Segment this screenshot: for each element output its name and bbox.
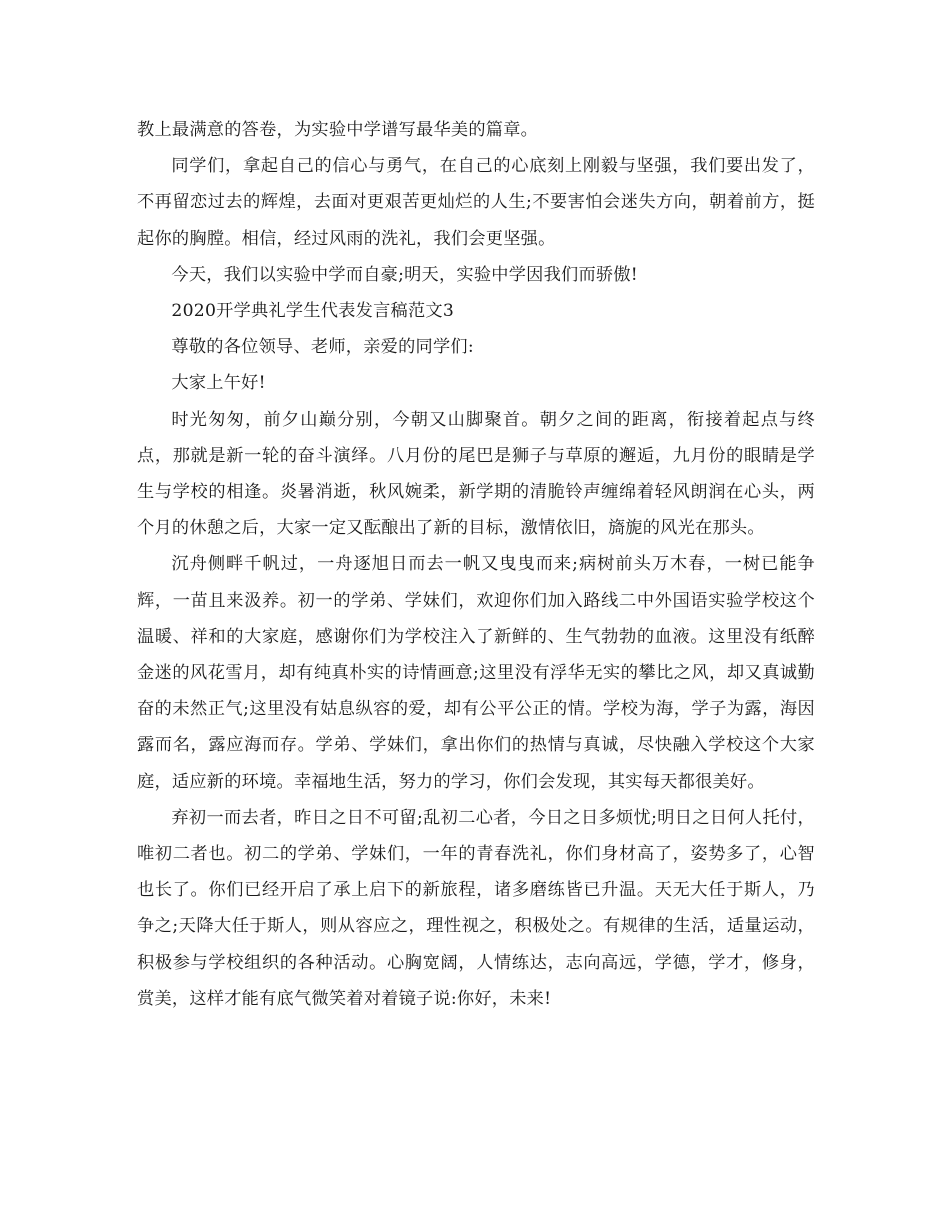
paragraph-9: 弃初一而去者，昨日之日不可留;乱初二心者，今日之日多烦忧;明日之日何人托付，唯初二者也。初二的学弟、学妹们，一年的青春洗礼，你们身材高了，姿势多了，心智也长了。你们已经开启了承上启下的新旅程，诸多磨练皆已升温。天无大任于斯人，乃争之;天降大任于斯人，则从容应之，理性视之，积极处之。有规律的生活，适量运动，积极参与学校组织的各种活动。心胸宽阔，人情练达，志向高远，学德，学才，修身，赏美，这样才能有底气微笑着对着镜子说:你好，未来! [137,807,815,1009]
section-title: 2020开学典礼学生代表发言稿范文3 [171,301,455,322]
paragraph-2: 同学们，拿起自己的信心与勇气，在自己的心底刻上刚毅与坚强，我们要出发了，不再留恋过去的辉煌，去面对更艰苦更灿烂的人生;不要害怕会迷失方向，朝着前方，挺起你的胸膛。相信，经过风雨的洗礼，我们会更坚强。 [137,156,815,249]
greeting: 大家上午好! [171,373,266,394]
salutation: 尊敬的各位领导、老师，亲爱的同学们: [171,337,474,358]
paragraph-8: 沉舟侧畔千帆过，一舟逐旭日而去一帆又曳曳而来;病树前头万木春，一树已能争辉，一苗且来汲养。初一的学弟、学妹们，欢迎你们加入路线二中外国语实验学校这个温暖、祥和的大家庭，感谢你们为学校注入了新鲜的、生气勃勃的血液。这里没有纸醉金迷的风花雪月，却有纯真朴实的诗情画意;这里没有浮华无实的攀比之风，却又真诚勤奋的未然正气;这里没有姑息纵容的爱，却有公平公正的情。学校为海，学子为露，海因露而名，露应海而存。学弟、学妹们，拿出你们的热情与真诚，尽快融入学校这个大家庭，适应新的环境。幸福地生活，努力的学习，你们会发现，其实每天都很美好。 [137,554,815,792]
paragraph-1: 教上最满意的答卷，为实验中学谱写最华美的篇章。 [137,120,539,140]
paragraph-3: 今天，我们以实验中学而自豪;明天，实验中学因我们而骄傲! [171,264,638,285]
paragraph-7: 时光匆匆，前夕山巅分别，今朝又山脚聚首。朝夕之间的距离，衔接着起点与终点，那就是新一轮的奋斗演绎。八月份的尾巴是狮子与草原的邂逅，九月份的眼睛是学生与学校的相逢。炎暑消逝，秋风婉柔，新学期的清脆铃声缠绵着轻风朗润在心头，两个月的休憩之后，大家一定又酝酿出了新的目标，激情依旧，旖旎的风光在那头。 [137,409,815,539]
document-body [137,112,815,1017]
